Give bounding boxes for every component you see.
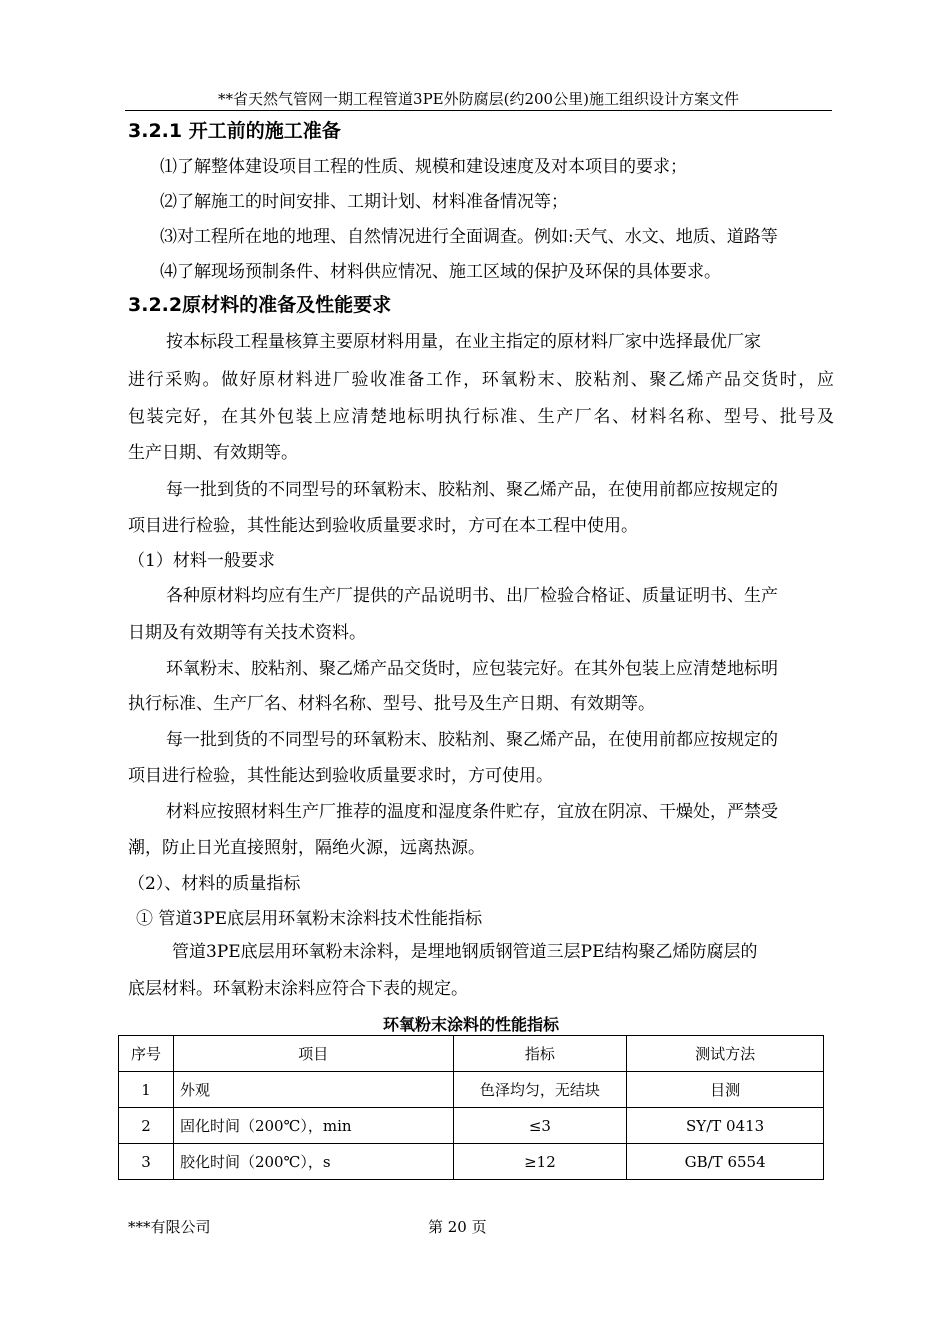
- table-cell: SY/T 0413: [627, 1108, 824, 1144]
- table-cell: ≥12: [453, 1144, 627, 1180]
- column-header: 指标: [453, 1036, 627, 1072]
- paragraph-line: 管道3PE底层用环氧粉末涂料，是埋地钢质钢管道三层PE结构聚乙烯防腐层的: [172, 942, 758, 962]
- section-heading-321: 3.2.1 开工前的施工准备: [128, 120, 341, 142]
- table-cell: 胶化时间（200℃），s: [173, 1144, 453, 1180]
- paragraph-line: 生产日期、有效期等。: [128, 443, 298, 463]
- paragraph-line: 各种原材料均应有生产厂提供的产品说明书、出厂检验合格证、质量证明书、生产: [166, 586, 778, 606]
- footer-page-number: 第 20 页: [428, 1218, 487, 1236]
- subheading: （2）、材料的质量指标: [128, 874, 301, 894]
- paragraph-line: 每一批到货的不同型号的环氧粉末、胶粘剂、聚乙烯产品，在使用前都应按规定的: [166, 480, 778, 500]
- subheading: ① 管道3PE底层用环氧粉末涂料技术性能指标: [136, 909, 483, 929]
- subheading: （1）材料一般要求: [128, 551, 275, 571]
- paragraph-line: 环氧粉末、胶粘剂、聚乙烯产品交货时，应包装完好。在其外包装上应清楚地标明: [166, 659, 778, 679]
- list-item: ⑴了解整体建设项目工程的性质、规模和建设速度及对本项目的要求；: [160, 157, 687, 177]
- paragraph-line: 项目进行检验，其性能达到验收质量要求时，方可使用。: [128, 766, 553, 786]
- paragraph-line: 项目进行检验，其性能达到验收质量要求时，方可在本工程中使用。: [128, 516, 638, 536]
- column-header: 测试方法: [627, 1036, 824, 1072]
- page-header: **省天然气管网一期工程管道3PE外防腐层(约200公里)施工组织设计方案文件: [125, 88, 832, 111]
- table-cell: ≤3: [453, 1108, 627, 1144]
- table-row: [119, 1144, 824, 1180]
- paragraph-line: 包装完好，在其外包装上应清楚地标明执行标准、生产厂名、材料名称、型号、批号及: [128, 407, 834, 427]
- paragraph-line: 执行标准、生产厂名、材料名称、型号、批号及生产日期、有效期等。: [128, 694, 655, 714]
- paragraph-line: 底层材料。环氧粉末涂料应符合下表的规定。: [128, 979, 468, 999]
- paragraph-line: 潮，防止日光直接照射，隔绝火源，远离热源。: [128, 838, 485, 858]
- table-row: [119, 1072, 824, 1108]
- column-header: 项目: [173, 1036, 453, 1072]
- table-cell: 2: [119, 1108, 174, 1144]
- table-cell: 外观: [173, 1072, 453, 1108]
- paragraph-line: 日期及有效期等有关技术资料。: [128, 623, 366, 643]
- table-title: 环氧粉末涂料的性能指标: [382, 1015, 559, 1034]
- paragraph-line: 每一批到货的不同型号的环氧粉末、胶粘剂、聚乙烯产品，在使用前都应按规定的: [166, 730, 778, 750]
- table-header-row: [119, 1036, 824, 1072]
- table-cell: 3: [119, 1144, 174, 1180]
- table-cell: 目测: [627, 1072, 824, 1108]
- list-item: ⑵了解施工的时间安排、工期计划、材料准备情况等；: [160, 192, 568, 212]
- paragraph-line: 按本标段工程量核算主要原材料用量，在业主指定的原材料厂家中选择最优厂家: [166, 332, 761, 352]
- footer-company: ***有限公司: [128, 1218, 211, 1236]
- paragraph-line: 进行采购。做好原材料进厂验收准备工作，环氧粉末、胶粘剂、聚乙烯产品交货时，应: [128, 370, 834, 390]
- paragraph-line: 材料应按照材料生产厂推荐的温度和湿度条件贮存，宜放在阴凉、干燥处，严禁受: [166, 802, 778, 822]
- list-item: ⑷了解现场预制条件、材料供应情况、施工区域的保护及环保的具体要求。: [160, 262, 721, 282]
- table-cell: 色泽均匀，无结块: [453, 1072, 627, 1108]
- list-item: ⑶对工程所在地的地理、自然情况进行全面调查。例如:天气、水文、地质、道路等: [160, 227, 778, 247]
- table-cell: 1: [119, 1072, 174, 1108]
- table-row: [119, 1108, 824, 1144]
- section-heading-322: 3.2.2原材料的准备及性能要求: [128, 294, 392, 316]
- performance-table: [118, 1035, 824, 1180]
- table-cell: GB/T 6554: [627, 1144, 824, 1180]
- column-header: 序号: [119, 1036, 174, 1072]
- table-cell: 固化时间（200℃），min: [173, 1108, 453, 1144]
